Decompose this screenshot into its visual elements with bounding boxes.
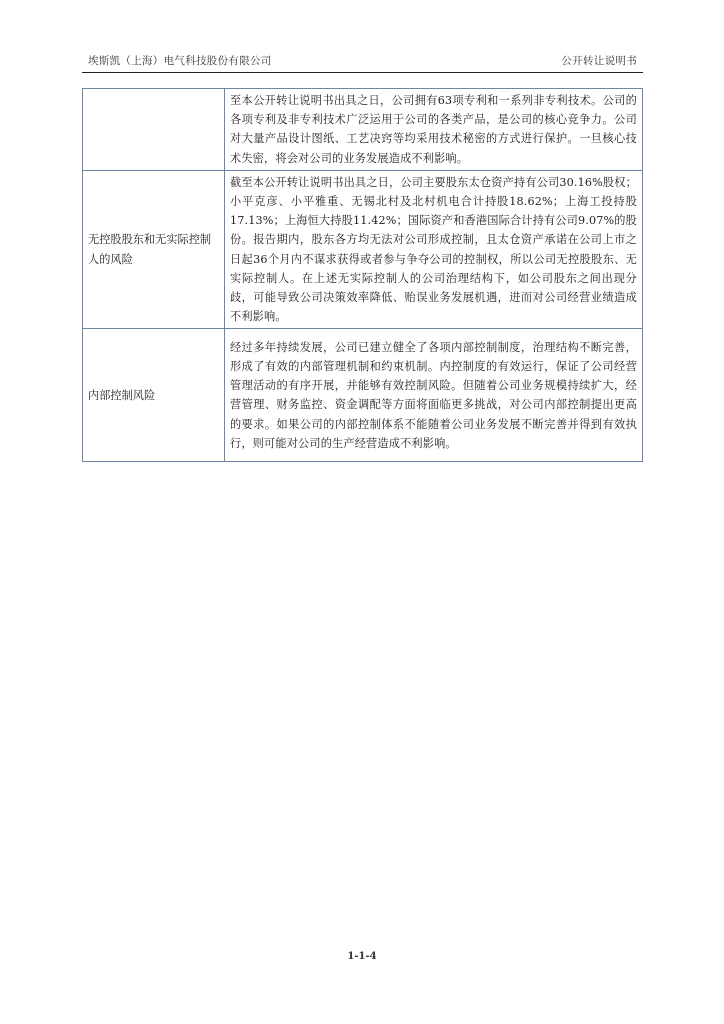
page-header — [82, 48, 643, 73]
risk-description-cell: 至本公开转让说明书出具之日，公司拥有63项专利和一系列非专利技术。公司的各项专利及非专利技术广泛运用于公司的各类产品，是公司的核心竞争力。公司对大量产品设计图纸、工艺决窍等均采用技术秘密的方式进行保护。一旦核心技术失密，将会对公司的业务发展造成不利影响。 — [225, 89, 643, 171]
table-row — [83, 329, 643, 462]
document-title: 公开转让说明书 — [561, 55, 637, 67]
risk-title-cell: 无控股股东和无实际控制人的风险 — [83, 170, 225, 329]
risk-title-cell — [83, 89, 225, 171]
page-number: 1-1-4 — [347, 951, 377, 962]
risk-description-cell: 经过多年持续发展，公司已建立健全了各项内部控制制度，治理结构不断完善，形成了有效的内部管理机制和约束机制。内控制度的有效运行，保证了公司经营管理活动的有序开展，并能够有效控制风险。但随着公司业务规模持续扩大，经营管理、财务监控、资金调配等方面将面临更多挑战，对公司内部控制提出更高的要求。如果公司的内部控制体系不能随着公司业务发展不断完善并得到有效执行，则可能对公司的生产经营造成不利影响。 — [225, 329, 643, 462]
risk-title-cell: 内部控制风险 — [83, 329, 225, 462]
risk-table — [82, 88, 643, 462]
table-row — [83, 89, 643, 171]
risk-description-cell: 截至本公开转让说明书出具之日，公司主要股东太仓资产持有公司30.16%股权；小平克彦、小平雅重、无锡北村及北村机电合计持股18.62%；上海工投持股17.13%；上海恒大持股11.42%；国际资产和香港国际合计持有公司9.07%的股份。报告期内，股东各方均无法对公司形成控制，且太仓资产承诺在公司上市之日起36个月内不谋求获得或者参与争夺公司的控制权，所以公司无控股股东、无实际控制人。在上述无实际控制人的公司治理结构下，如公司股东之间出现分歧，可能导致公司决策效率降低、贻误业务发展机遇，进而对公司经营业绩造成不利影响。 — [225, 170, 643, 329]
table-row — [83, 170, 643, 329]
company-name: 埃斯凯（上海）电气科技股份有限公司 — [88, 55, 272, 67]
